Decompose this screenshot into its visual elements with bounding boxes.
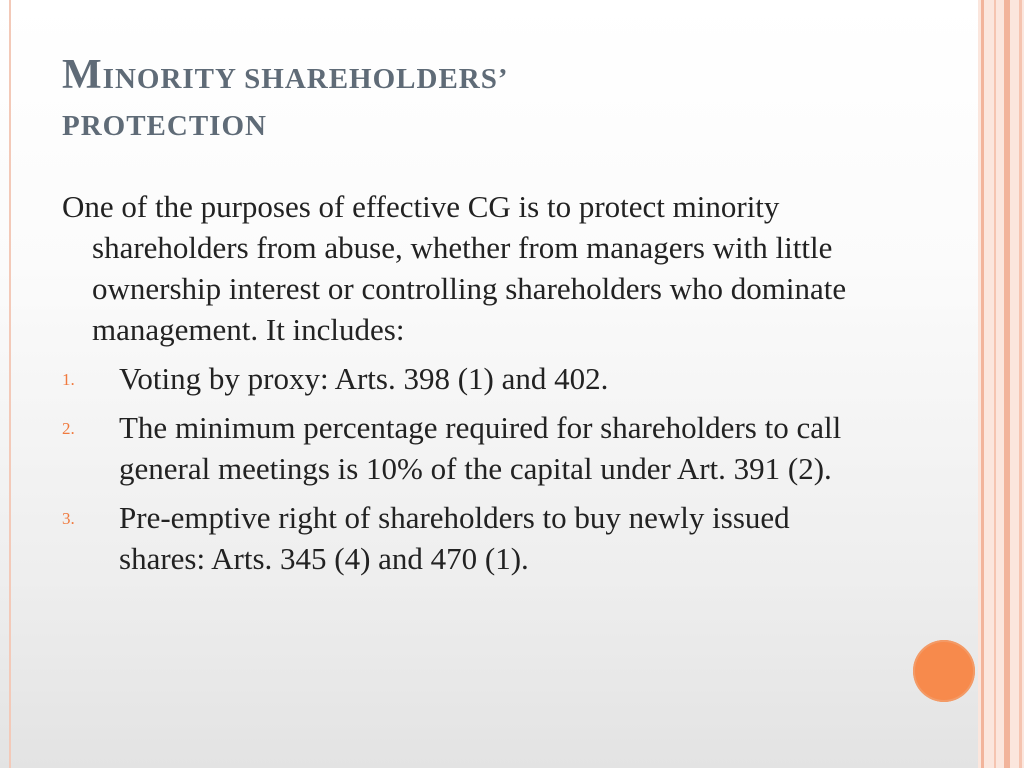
- list-item: [62, 497, 882, 579]
- list-item-text: Voting by proxy: Arts. 398 (1) and 402.: [119, 361, 609, 396]
- list-item-text: Pre-emptive right of shareholders to buy newly issued shares: Arts. 345 (4) and 470 (1).: [119, 500, 790, 576]
- title-initial-cap: M: [62, 52, 103, 98]
- list-item: [62, 407, 882, 489]
- stripe: [994, 0, 996, 768]
- stripe: [1004, 0, 1010, 768]
- slide-body: [62, 186, 882, 579]
- title-line-1-rest: INORITY SHAREHOLDERS’: [102, 63, 509, 95]
- title-line-2: PROTECTION: [62, 110, 267, 142]
- list-number: 1.: [62, 370, 75, 389]
- intro-paragraph: One of the purposes of effective CG is to protect minority shareholders from abuse, whether from managers with little ownership interest or controlling shareholders who dominate management. It includes:: [62, 189, 847, 347]
- orange-circle-decoration: [913, 640, 975, 702]
- left-border-line: [9, 0, 11, 768]
- list-item-text: The minimum percentage required for shareholders to call general meetings is 10% of the capital under Art. 391 (2).: [119, 410, 842, 486]
- stripe: [981, 0, 984, 768]
- list-number: 2.: [62, 419, 75, 438]
- list-item: [62, 358, 882, 399]
- stripe: [1019, 0, 1022, 768]
- title-line-1: [62, 54, 862, 98]
- right-decorative-stripes: [978, 0, 1024, 768]
- list-number: 3.: [62, 509, 75, 528]
- slide-title: [62, 54, 862, 141]
